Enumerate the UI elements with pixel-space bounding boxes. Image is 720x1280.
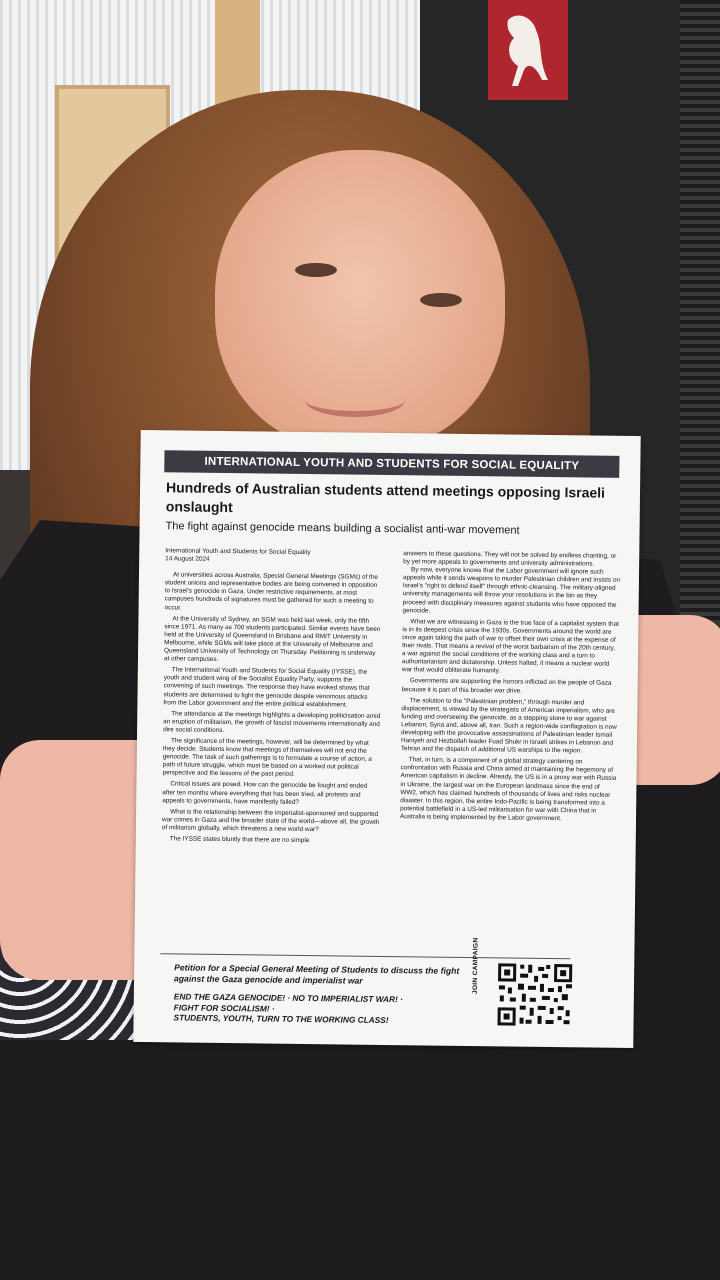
byline: International Youth and Students for Social Equality [165, 547, 311, 557]
smile [305, 383, 405, 417]
left-eye [295, 263, 337, 277]
slogans [174, 991, 494, 1026]
kangaroo-icon [488, 0, 568, 100]
article-paragraph: The IYSSE states bluntly that there are no simple [169, 835, 310, 845]
right-eye [420, 293, 462, 307]
article-paragraph: What is the relationship between the imperialist-sponsored and supported war crimes in Gaza and the broader state of the world—above all, the growth of militarism globally, which threatens a new world war? [161, 808, 380, 834]
article-paragraph: The attendance at the meetings highlights a developing politicisation amid an eruption of militarism, the growth of fascist movements internationally and dire social conditions. [163, 710, 381, 734]
footer-divider [160, 953, 570, 959]
article-column-right [398, 550, 621, 955]
slogan-line: END THE GAZA GENOCIDE! · NO TO IMPERIALIST WAR! · [173, 991, 403, 1005]
article-paragraph: By now, everyone knows that the Labor government will ignore such appeals while it sends weapons to murder Palestinian children and insists on Israel's "right to defend itself" through ethnic-cleansing. The military-aligned university managements will throw your resolutions in the bin as they proceed with disciplinary measures against students who have opposed the genocide. [402, 566, 621, 615]
article-paragraph: At universities across Australia, Special General Meetings (SGMs) of the student unions and representative bodies are being convened in opposition to Israel's genocide in Gaza. Under restrictive requirements, at most campuses hundreds of signatures must be gathered for such a meeting to occur. [164, 571, 378, 612]
article-paragraph: The significance of the meetings, however, will be determined by what they decide. Students know that meetings of themselves will not end the genocide. The task of such gatherings is to formulate a course of action, a path of future struggle, which must be based on a worked out political perspective and the lessons of the past period. [162, 737, 372, 779]
flyer-subhead: The fight against genocide means building a socialist anti-war movement [165, 520, 520, 537]
flyer [133, 430, 640, 1048]
flyer-headline: Hundreds of Australian students attend meetings opposing Israeli onslaught [165, 479, 606, 516]
slogan-line: STUDENTS, YOUTH, TURN TO THE WORKING CLASS! [173, 1012, 389, 1026]
qr-code-icon[interactable] [495, 961, 574, 1028]
article-paragraph: What we are witnessing in Gaza is the true face of a capitalist system that is in its deepest crisis since the 1930s. Governments around the world are once again taking the path of war to offset their own crisis at the expense of their rivals. That means a revival of the worst barbarism of the 20th century, a war against the social conditions of the working class and a turn to authoritarianism and dictatorship. Unless halted, it means a nuclear world war that would obliterate humanity. [401, 618, 619, 675]
black-grille-panel [680, 0, 720, 620]
article-paragraph: The International Youth and Students for Social Equality (IYSSE), the youth and student wing of the Socialist Equality Party, supports the convening of such meetings. The response they have evoked shows that students are determined to fight the genocide despite venomous attacks from the Labor government and the entire political establishment. [163, 666, 370, 709]
article-paragraph: At the University of Sydney, an SGM was held last week, only the fifth since 1971. As many as 700 students participated. Similar events have been held at the University of Queensland in Brisbane and RMIT University in Melbourne, while SGMs will take place at the University of Melbourne and Queensland University of Technology on Thursday. Petitioning is underway at other campuses. [163, 615, 381, 664]
article-paragraph: answers to these questions. They will not be solved by endless chanting, or by yet more appeals to governments and university administrations. [403, 550, 617, 568]
join-campaign-label: JOIN CAMPAIGN [471, 937, 480, 995]
flyer-banner: INTERNATIONAL YOUTH AND STUDENTS FOR SOCIAL EQUALITY [164, 450, 619, 478]
article-date: 14 August 2024 [165, 555, 210, 563]
petition-title: Petition for a Special General Meeting of Students to discuss the fight against the Gaza genocide and imperialist war [174, 962, 460, 986]
kangaroo-poster [488, 0, 568, 100]
slogan-line: FIGHT FOR SOCIALISM! · [173, 1001, 275, 1014]
article-paragraph: Critical issues are posed. How can the genocide be fought and ended after ten months where everything that has been tried, all protests and appeals to governments, have manifestly failed? [162, 780, 368, 806]
article-paragraph: Governments are supporting the horrors inflicted on the people of Gaza because it is part of this broader war drive. [401, 677, 612, 695]
article-column-left [160, 547, 383, 952]
article-paragraph: That, in turn, is a component of a global strategy centering on confrontation with Russia and China aimed at maintaining the hegemony of American capitalism in decline. Already, the US is in a proxy war with Russia in Ukraine, the largest war on the European landmass since the end of WW2, which has claimed hundreds of thousands of lives and risks nuclear disaster. In this region, the entire Indo-Pacific is being transformed into a potential battlefield in a US-led militarisation for war with China that in Australia is being implemented by the Labor government. [400, 756, 617, 823]
article-paragraph: The solution to the "Palestinian problem," through murder and displacement, is viewed by the strategists of American imperialism, who are funding and overseeing the genocide, as a stepping stone to war against Lebanon, Syria and, above all, Iran. Such a region-wide conflagration is now developing with the provocative assassinations of Palestinian leader Ismail Haniyeh and Hezbollah leader Fuad Shukr in Israeli strikes in Lebanon and Tehran and the dispatch of additional US warships to the region. [400, 696, 617, 755]
